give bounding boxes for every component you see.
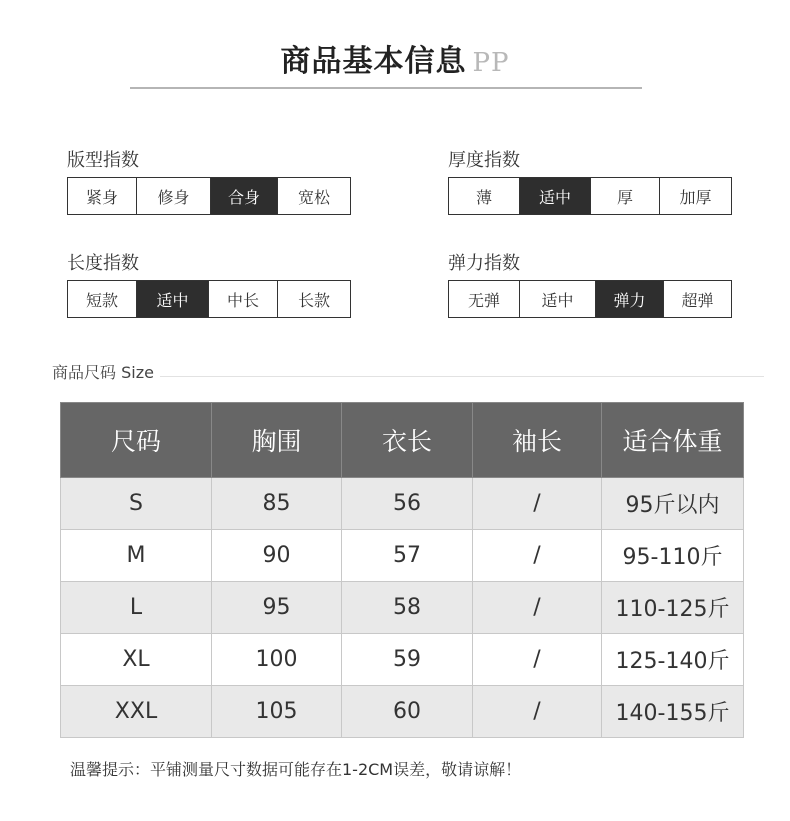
- measurement-tip: 温馨提示：平铺测量尺寸数据可能存在1-2CM误差，敬请谅解！: [70, 760, 522, 779]
- cell-length: 57: [342, 530, 473, 582]
- elasticity-option-selected[interactable]: 弹力: [596, 281, 664, 317]
- cell-chest: 105: [212, 686, 342, 738]
- title-text: 商品基本信息: [280, 44, 467, 79]
- cell-length: 59: [342, 634, 473, 686]
- thickness-option[interactable]: 厚: [591, 178, 660, 214]
- fit-option[interactable]: 紧身: [68, 178, 137, 214]
- table-row: [61, 686, 744, 738]
- cell-length: 58: [342, 582, 473, 634]
- thickness-index-group: [448, 177, 732, 215]
- cell-weight: 95斤以内: [602, 478, 744, 530]
- cell-chest: 95: [212, 582, 342, 634]
- cell-length: 56: [342, 478, 473, 530]
- fit-index-label: 版型指数: [67, 150, 139, 171]
- cell-sleeve: /: [473, 634, 602, 686]
- page-title: [0, 36, 790, 80]
- cell-weight: 140-155斤: [602, 686, 744, 738]
- header-chest: 胸围: [212, 403, 342, 478]
- cell-chest: 85: [212, 478, 342, 530]
- length-option[interactable]: 中长: [209, 281, 278, 317]
- elasticity-option[interactable]: 无弹: [449, 281, 520, 317]
- cell-size: S: [61, 478, 212, 530]
- thickness-option[interactable]: 薄: [449, 178, 520, 214]
- length-option[interactable]: 长款: [297, 290, 330, 310]
- cell-weight: 110-125斤: [602, 582, 744, 634]
- cell-sleeve: /: [473, 478, 602, 530]
- fit-option[interactable]: 宽松: [297, 187, 330, 207]
- table-row: [61, 530, 744, 582]
- cell-size: XXL: [61, 686, 212, 738]
- cell-weight: 95-110斤: [602, 530, 744, 582]
- cell-size: M: [61, 530, 212, 582]
- size-table: [60, 402, 744, 738]
- header-sleeve: 袖长: [473, 403, 602, 478]
- length-index-group: [67, 280, 351, 318]
- cell-sleeve: /: [473, 686, 602, 738]
- header-length: 衣长: [342, 403, 473, 478]
- cell-size: XL: [61, 634, 212, 686]
- cell-chest: 90: [212, 530, 342, 582]
- title-divider: [130, 87, 642, 89]
- fit-option-selected[interactable]: 合身: [211, 178, 278, 214]
- table-row: [61, 582, 744, 634]
- brand-logo-icon: PP: [472, 48, 510, 78]
- length-option[interactable]: 短款: [68, 281, 137, 317]
- cell-weight: 125-140斤: [602, 634, 744, 686]
- thickness-option-selected[interactable]: 适中: [520, 178, 591, 214]
- fit-option[interactable]: 修身: [137, 178, 211, 214]
- elasticity-index-label: 弹力指数: [448, 253, 520, 274]
- size-section-label: 商品尺码 Size: [52, 363, 154, 382]
- size-table-header-row: [61, 403, 744, 478]
- cell-sleeve: /: [473, 530, 602, 582]
- table-row: [61, 634, 744, 686]
- elasticity-option[interactable]: 超弹: [681, 290, 714, 310]
- length-index-label: 长度指数: [67, 253, 139, 274]
- elasticity-option[interactable]: 适中: [520, 281, 596, 317]
- cell-chest: 100: [212, 634, 342, 686]
- thickness-option[interactable]: 加厚: [679, 187, 712, 207]
- length-option-selected[interactable]: 适中: [137, 281, 209, 317]
- cell-size: L: [61, 582, 212, 634]
- header-weight: 适合体重: [602, 403, 744, 478]
- cell-length: 60: [342, 686, 473, 738]
- fit-index-group: [67, 177, 351, 215]
- cell-sleeve: /: [473, 582, 602, 634]
- size-section-divider: [160, 376, 764, 377]
- header-size: 尺码: [61, 403, 212, 478]
- thickness-index-label: 厚度指数: [448, 150, 520, 171]
- elasticity-index-group: [448, 280, 732, 318]
- table-row: [61, 478, 744, 530]
